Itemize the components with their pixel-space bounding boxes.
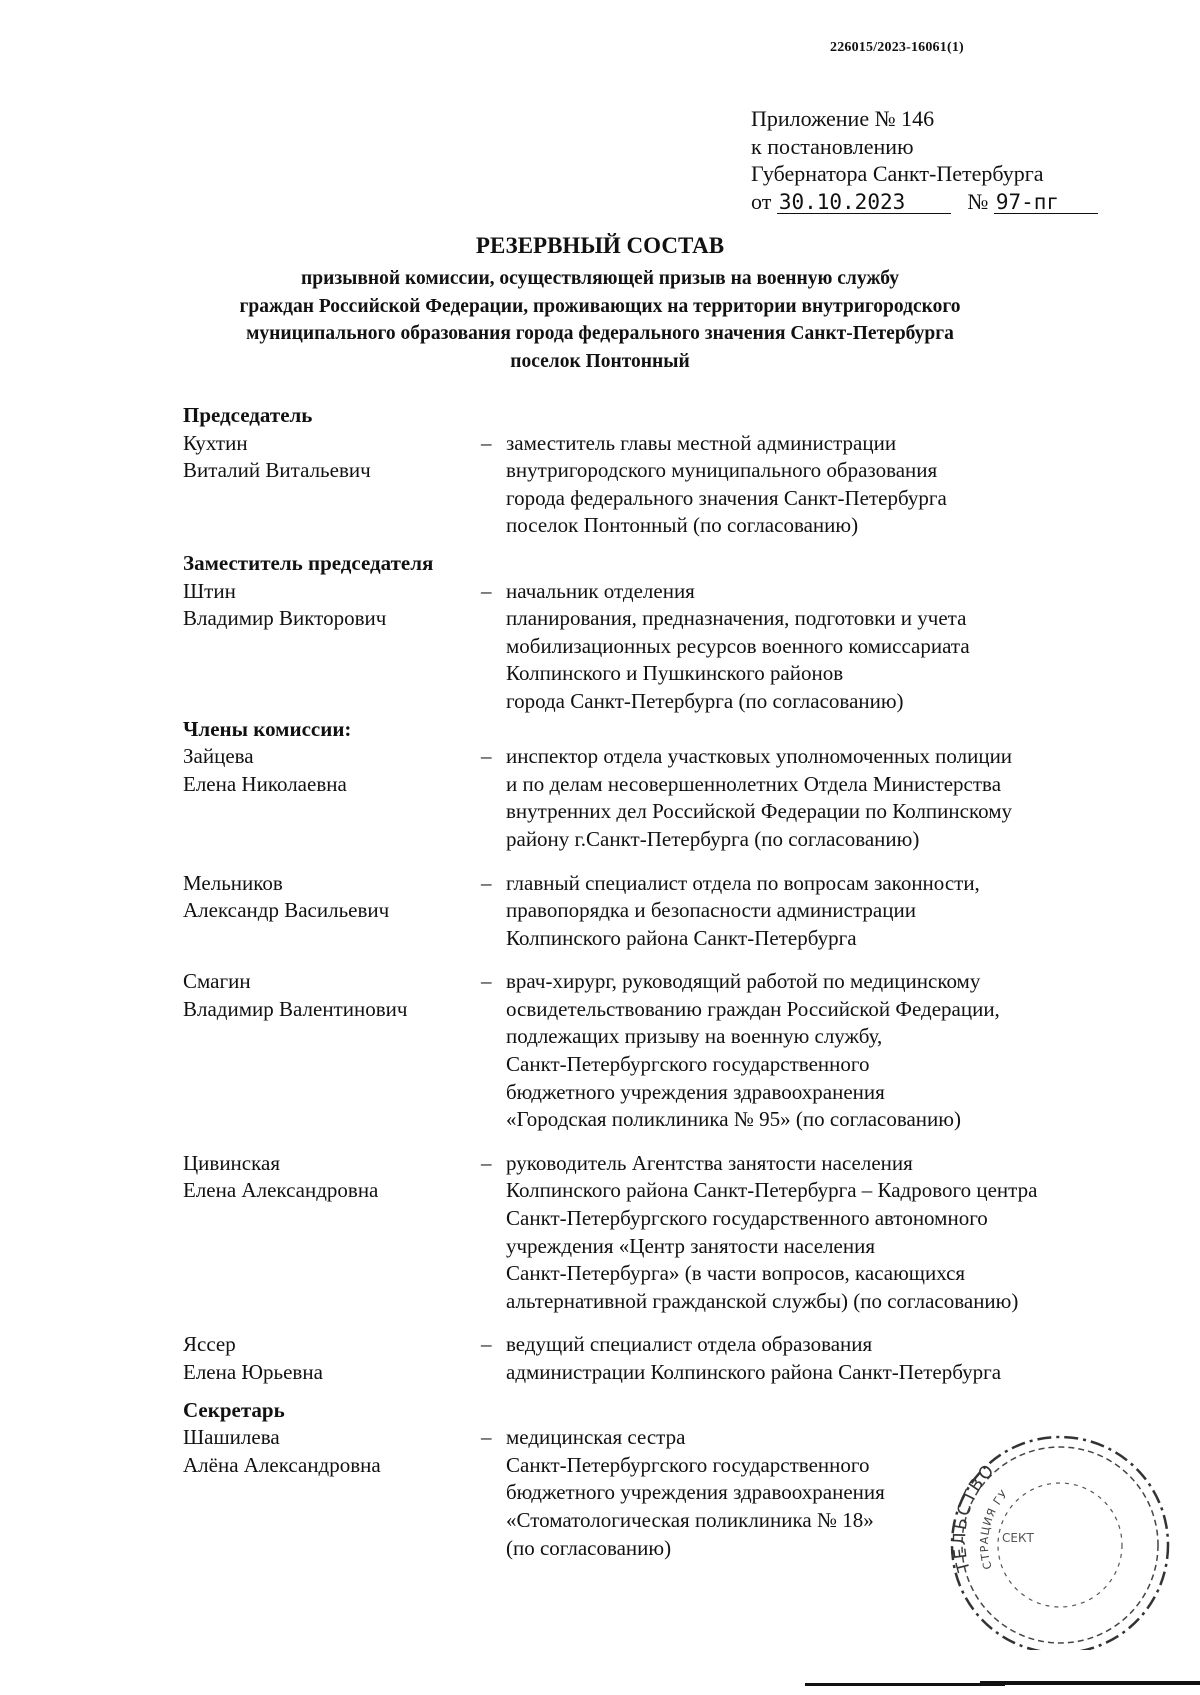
position-line: учреждения «Центр занятости населения bbox=[506, 1233, 876, 1258]
member-name bbox=[183, 1150, 481, 1316]
position-line: Санкт-Петербурга» (в части вопросов, касающихся bbox=[506, 1261, 966, 1286]
dash: – bbox=[481, 969, 492, 994]
dash: – bbox=[481, 578, 492, 603]
member-surname: Цивинская bbox=[183, 1150, 280, 1175]
official-seal-stamp bbox=[940, 1420, 1170, 1650]
from-label: от bbox=[751, 188, 772, 214]
section-heading: Заместитель председателя bbox=[183, 550, 434, 575]
position-line: Колпинского и Пушкинского районов bbox=[506, 661, 844, 686]
section-heading: Члены комиссии: bbox=[183, 716, 352, 741]
commission-list bbox=[183, 402, 1143, 1578]
member-surname: Смагин bbox=[183, 969, 251, 994]
member-given-name: Владимир Викторович bbox=[183, 606, 387, 631]
member-name bbox=[183, 430, 481, 540]
member-position bbox=[506, 870, 1143, 953]
document-registration-number: 226015/2023-16061(1) bbox=[830, 40, 964, 55]
member-given-name: Елена Николаевна bbox=[183, 771, 347, 796]
position-line: бюджетного учреждения здравоохранения bbox=[506, 1480, 885, 1505]
position-line: (по согласованию) bbox=[506, 1535, 672, 1560]
member-name bbox=[183, 870, 481, 953]
position-line: Колпинского района Санкт-Петербурга – Кадрового центра bbox=[506, 1178, 1038, 1203]
document-title: РЕЗЕРВНЫЙ СОСТАВ bbox=[475, 233, 725, 258]
member-given-name: Алёна Александровна bbox=[183, 1452, 381, 1477]
dash: – bbox=[481, 1425, 492, 1450]
position-line: ведущий специалист отдела образования bbox=[506, 1332, 873, 1357]
member-given-name: Владимир Валентинович bbox=[183, 996, 408, 1021]
position-line: «Городская поликлиника № 95» (по согласованию) bbox=[506, 1107, 961, 1132]
appendix-line: Приложение № 146 bbox=[751, 106, 935, 131]
member-surname: Штин bbox=[183, 578, 236, 603]
number-label: № bbox=[967, 188, 989, 214]
position-line: внутренних дел Российской Федерации по Колпинскому bbox=[506, 799, 1012, 824]
deputy-section bbox=[183, 550, 1143, 716]
section-heading: Председатель bbox=[183, 403, 313, 427]
seal-text-center: СЕКТ bbox=[1002, 1531, 1034, 1545]
position-line: начальник отделения bbox=[506, 578, 695, 603]
dash: – bbox=[481, 430, 492, 455]
position-line: бюджетного учреждения здравоохранения bbox=[506, 1079, 885, 1104]
member-surname: Зайцева bbox=[183, 744, 254, 769]
position-line: планирования, предназначения, подготовки и учета bbox=[506, 606, 967, 631]
member-entry bbox=[183, 430, 1143, 540]
member-given-name: Виталий Витальевич bbox=[183, 458, 371, 483]
member-name bbox=[183, 1331, 481, 1386]
position-line: освидетельствованию граждан Российской Федерации, bbox=[506, 996, 1000, 1021]
member-position bbox=[506, 430, 1143, 540]
decree-number: 97-пг bbox=[994, 191, 1098, 214]
member-position bbox=[506, 968, 1143, 1134]
scan-edge-line bbox=[980, 1681, 1200, 1685]
member-position bbox=[506, 743, 1143, 853]
dash: – bbox=[481, 1150, 492, 1175]
member-given-name: Елена Юрьевна bbox=[183, 1360, 323, 1384]
dash: – bbox=[481, 1332, 492, 1357]
member-name bbox=[183, 743, 481, 853]
member-given-name: Александр Васильевич bbox=[183, 898, 390, 923]
member-surname: Шашилева bbox=[183, 1425, 280, 1450]
position-line: Санкт-Петербургского государственного автономного bbox=[506, 1206, 988, 1231]
position-line: руководитель Агентства занятости населения bbox=[506, 1150, 913, 1175]
position-line: Санкт-Петербургского государственного bbox=[506, 1452, 870, 1477]
position-line: главный специалист отдела по вопросам законности, bbox=[506, 870, 980, 895]
appendix-date-line bbox=[751, 188, 1098, 216]
member-surname: Кухтин bbox=[183, 430, 248, 455]
member-given-name: Елена Александровна bbox=[183, 1178, 379, 1203]
subtitle-line: муниципального образования города федерального значения Санкт-Петербурга bbox=[246, 323, 954, 344]
appendix-line: Губернатора Санкт-Петербурга bbox=[751, 161, 1044, 186]
member-name bbox=[183, 968, 481, 1134]
dash: – bbox=[481, 744, 492, 769]
chairman-section bbox=[183, 402, 1143, 540]
seal-text-outer: ТЕЛЬСТВО bbox=[950, 1459, 1000, 1574]
position-line: города федерального значения Санкт-Петербурга bbox=[506, 485, 947, 510]
member-entry bbox=[183, 578, 1143, 716]
position-line: альтернативной гражданской службы) (по согласованию) bbox=[506, 1288, 1019, 1313]
position-line: Санкт-Петербургского государственного bbox=[506, 1052, 870, 1077]
section-heading: Секретарь bbox=[183, 1397, 285, 1422]
svg-text:СТРАЦИЯ ГУ bbox=[978, 1487, 1011, 1571]
position-line: поселок Понтонный (по согласованию) bbox=[506, 513, 859, 538]
seal-text-inner: СТРАЦИЯ ГУ bbox=[977, 1487, 1011, 1571]
member-surname: Яссер bbox=[183, 1332, 236, 1357]
member-entry bbox=[183, 1150, 1143, 1316]
member-surname: Мельников bbox=[183, 870, 283, 895]
dash: – bbox=[481, 870, 492, 895]
position-line: подлежащих призыву на военную службу, bbox=[506, 1024, 883, 1049]
appendix-line: к постановлению bbox=[751, 133, 914, 159]
scan-edge-line bbox=[805, 1683, 1005, 1686]
member-entry bbox=[183, 1331, 1143, 1386]
subtitle-line: граждан Российской Федерации, проживающих на территории внутригородского bbox=[239, 295, 961, 317]
member-position bbox=[506, 1150, 1143, 1316]
member-entry bbox=[183, 870, 1143, 953]
position-line: району г.Санкт-Петербурга (по согласованию) bbox=[506, 826, 920, 851]
position-line: правопорядка и безопасности администрации bbox=[506, 898, 916, 923]
position-line: администрации Колпинского района Санкт-Петербурга bbox=[506, 1360, 1002, 1384]
member-entry bbox=[183, 968, 1143, 1134]
document-subtitle bbox=[0, 265, 1200, 375]
position-line: инспектор отдела участковых уполномоченных полиции bbox=[506, 744, 1013, 769]
position-line: Колпинского района Санкт-Петербурга bbox=[506, 925, 857, 950]
members-section bbox=[183, 716, 1143, 1387]
member-name bbox=[183, 1424, 481, 1562]
position-line: мобилизационных ресурсов военного комиссариата bbox=[506, 633, 970, 658]
appendix-block bbox=[751, 105, 1098, 215]
member-position bbox=[506, 578, 1143, 716]
member-name bbox=[183, 578, 481, 716]
member-entry bbox=[183, 743, 1143, 853]
position-line: медицинская сестра bbox=[506, 1425, 686, 1450]
position-line: «Стоматологическая поликлиника № 18» bbox=[506, 1507, 874, 1532]
decree-date: 30.10.2023 bbox=[777, 191, 951, 214]
position-line: и по делам несовершеннолетних Отдела Министерства bbox=[506, 771, 1002, 796]
position-line: заместитель главы местной администрации bbox=[506, 430, 897, 455]
member-position bbox=[506, 1331, 1143, 1386]
subtitle-line: призывной комиссии, осуществляющей призыв на военную службу bbox=[301, 268, 899, 289]
position-line: внутригородского муниципального образования bbox=[506, 458, 938, 483]
position-line: врач-хирург, руководящий работой по медицинскому bbox=[506, 969, 981, 994]
position-line: города Санкт-Петербурга (по согласованию) bbox=[506, 688, 904, 713]
subtitle-line: поселок Понтонный bbox=[510, 350, 690, 372]
